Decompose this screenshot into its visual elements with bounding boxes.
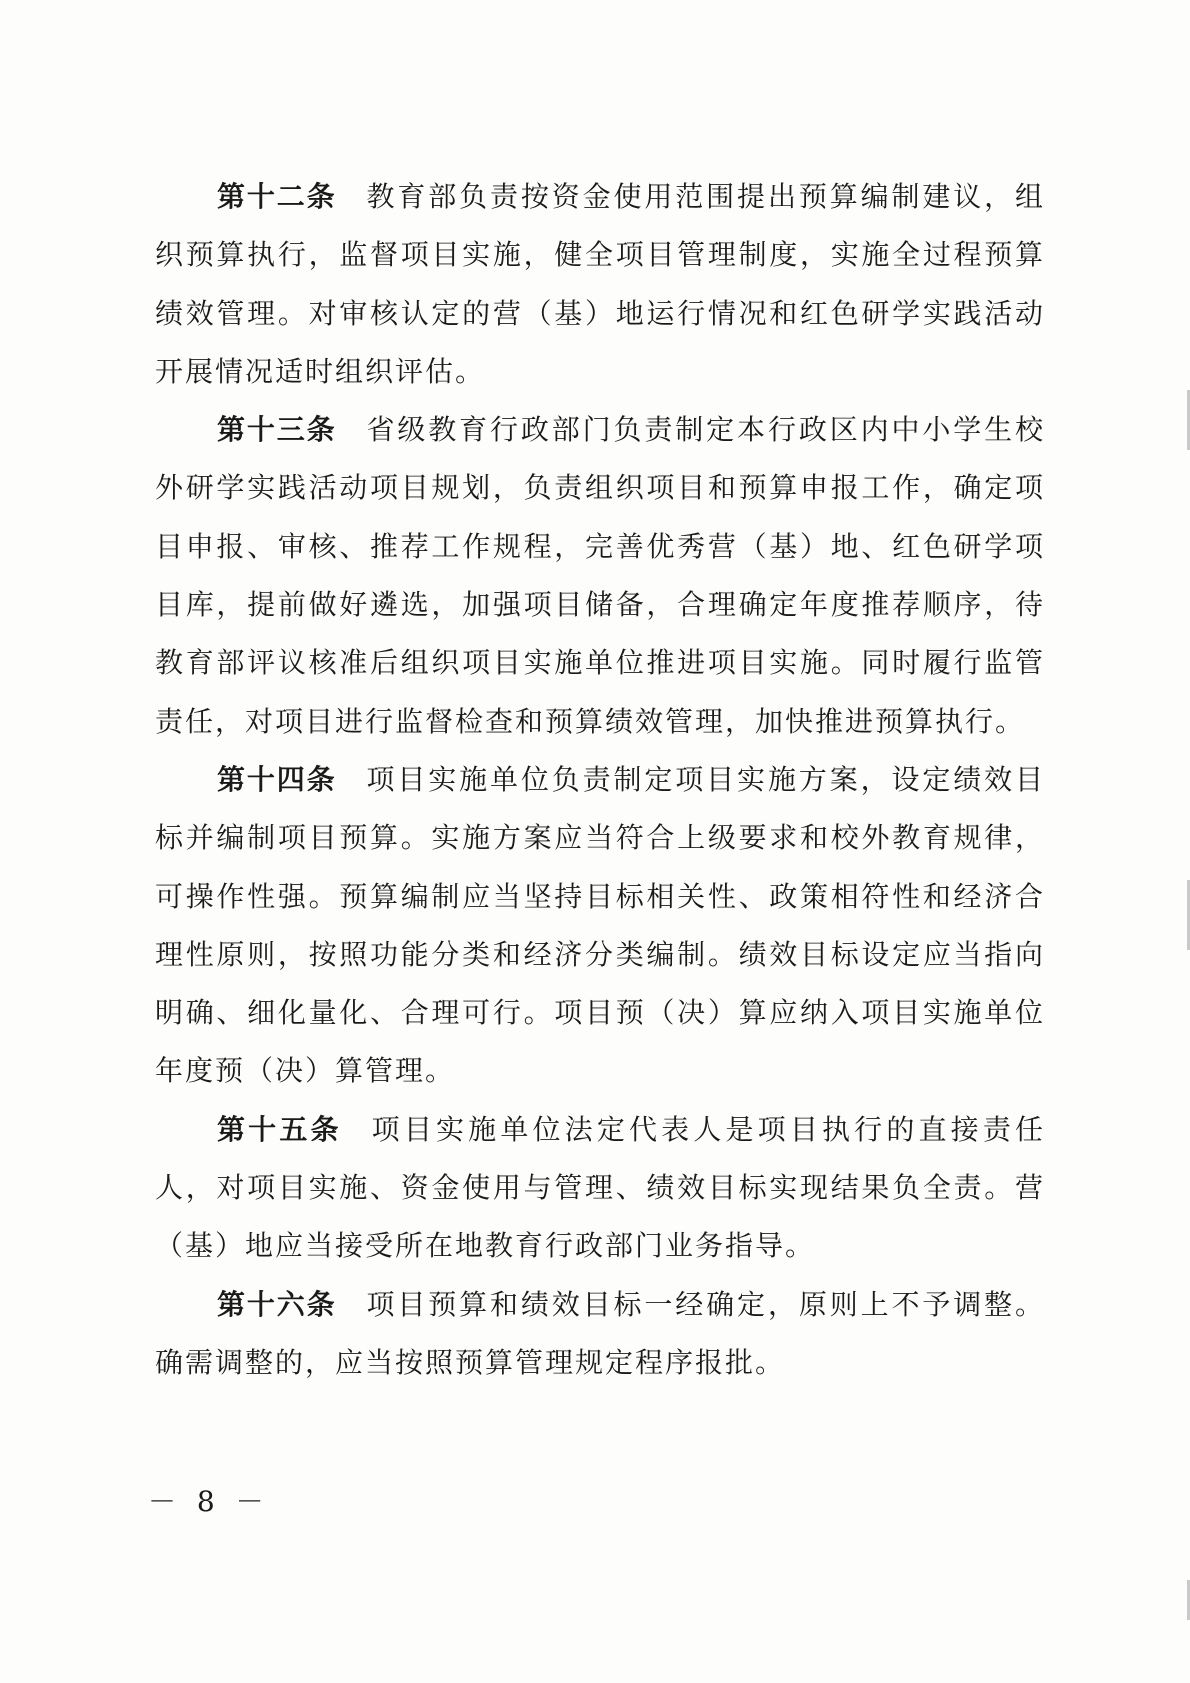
page-number: － 8 － bbox=[148, 1485, 270, 1518]
article-text: 教育部负责按资金使用范围提出预算编制建议，组织预算执行，监督项目实施，健全项目管理制度，实施全过程预算绩效管理。对审核认定的营（基）地运行情况和红色研学实践活动开展情况适时组织评估。 bbox=[155, 180, 1045, 388]
article-number: 第十三条 bbox=[217, 413, 337, 447]
article-text: 项目预算和绩效目标一经确定，原则上不予调整。确需调整的，应当按照预算管理规定程序报批。 bbox=[155, 1287, 1045, 1379]
article-text: 省级教育行政部门负责制定本行政区内中小学生校外研学实践活动项目规划，负责组织项目和预算申报工作，确定项目申报、审核、推荐工作规程，完善优秀营（基）地、红色研学项目库，提前做好遴选，加强项目储备，合理确定年度推荐顺序，待教育部评议核准后组织项目实施单位推进项目实施。同时履行监管责任，对项目进行监督检查和预算绩效管理，加快推进预算执行。 bbox=[155, 413, 1045, 738]
article-number: 第十六条 bbox=[217, 1287, 337, 1321]
article-number: 第十四条 bbox=[217, 762, 337, 796]
article-text: 项目实施单位负责制定项目实施方案，设定绩效目标并编制项目预算。实施方案应当符合上级要求和校外教育规律，可操作性强。预算编制应当坚持目标相关性、政策相符性和经济合理性原则，按照功能分类和经济分类编制。绩效目标设定应当指向明确、细化量化、合理可行。项目预（决）算应纳入项目实施单位年度预（决）算管理。 bbox=[155, 762, 1045, 1088]
article-15 bbox=[155, 1101, 1045, 1276]
article-16 bbox=[155, 1276, 1045, 1393]
article-number: 第十二条 bbox=[217, 180, 337, 213]
article-14 bbox=[155, 751, 1045, 1101]
document-body bbox=[155, 168, 1045, 1392]
article-number: 第十五条 bbox=[217, 1112, 342, 1146]
article-13 bbox=[155, 401, 1045, 751]
article-text: 项目实施单位法定代表人是项目执行的直接责任人，对项目实施、资金使用与管理、绩效目标实现结果负全责。营（基）地应当接受所在地教育行政部门业务指导。 bbox=[155, 1112, 1045, 1263]
article-12 bbox=[155, 168, 1045, 401]
